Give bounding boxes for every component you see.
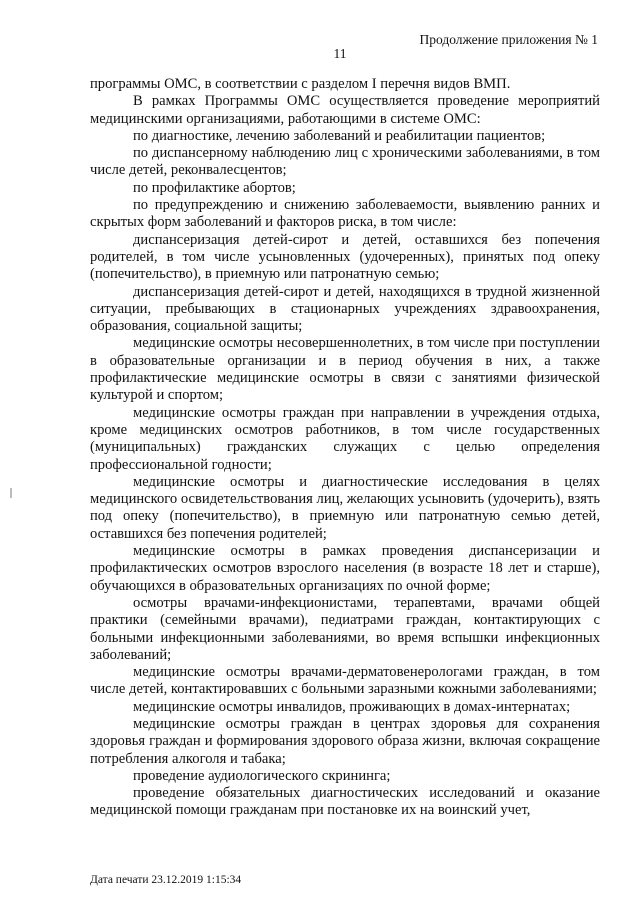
paragraph: медицинские осмотры инвалидов, проживающих в домах-интернатах; (133, 698, 571, 715)
print-date: Дата печати 23.12.2019 1:15:34 (90, 874, 242, 886)
paragraph: проведение обязательных диагностических исследований и оказание медицинской помощи гражданам при постановке их на воинский учет, (90, 785, 600, 819)
paragraph: медицинские осмотры в рамках проведения диспансеризации и профилактических осмотров взрослого населения (в возрасте 18 лет и старше), обучающихся в образовательных организациях по очной форме; (90, 543, 600, 594)
paragraph: по диспансерному наблюдению лиц с хроническими заболеваниями, в том числе детей, реконвалесцентов; (90, 145, 600, 179)
page-number: 11 (333, 46, 347, 61)
paragraph: диспансеризация детей-сирот и детей, оставшихся без попечения родителей, в том числе усыновленных (удочеренных), принятых под опеку (попечительство), в приемную или патронатную семью; (90, 231, 600, 283)
paragraph: диспансеризация детей-сирот и детей, находящихся в трудной жизненной ситуации, пребывающих в стационарных учреждениях здравоохранения, образования, социальной защиты; (90, 283, 600, 335)
paragraph: программы ОМС, в соответствии с разделом I перечня видов ВМП. (90, 76, 511, 92)
paragraph: по предупреждению и снижению заболеваемости, выявлению ранних и скрытых форм заболеваний и факторов риска, в том числе: (90, 197, 600, 231)
paragraph: медицинские осмотры врачами-дерматовенерологами граждан, в том числе детей, контактировавших с больными заразными кожными заболеваниями; (90, 664, 600, 698)
paragraph: медицинские осмотры и диагностические исследования в целях медицинского освидетельствования лиц, желающих усыновить (удочерить), взять под опеку (попечительство), в приемную или патронатную семью детей, оставшихся без попечения родителей; (90, 473, 600, 542)
appendix-continuation-note: Продолжение приложения № 1 (419, 32, 598, 47)
paragraph: проведение аудиологического скрининга; (133, 767, 391, 784)
paragraph: по профилактике абортов; (133, 179, 296, 196)
paragraph: В рамках Программы ОМС осуществляется проведение мероприятий медицинскими организациями, работающими в системе ОМС: (90, 93, 600, 127)
paragraph: осмотры врачами-инфекционистами, терапевтами, врачами общей практики (семейными врачами), педиатрами граждан, контактирующих с больными инфекционными заболеваниями, во время вспышки инфекционных заболеваний; (90, 594, 600, 663)
scan-artifact (10, 488, 12, 498)
paragraph: по диагностике, лечению заболеваний и реабилитации пациентов; (133, 127, 546, 144)
document-body (90, 76, 600, 820)
paragraph: медицинские осмотры несовершеннолетних, в том числе при поступлении в образовательные организации и в период обучения в них, а также профилактические медицинские осмотры в связи с занятиями физической культурой и спортом; (90, 335, 600, 404)
paragraph: медицинские осмотры граждан в центрах здоровья для сохранения здоровья граждан и формирования здорового образа жизни, включая сокращение потребления алкоголя и табака; (90, 715, 600, 767)
paragraph: медицинские осмотры граждан при направлении в учреждения отдыха, кроме медицинских осмотров работников, в том числе государственных (муниципальных) гражданских служащих с целью определения профессиональной годности; (90, 404, 600, 473)
